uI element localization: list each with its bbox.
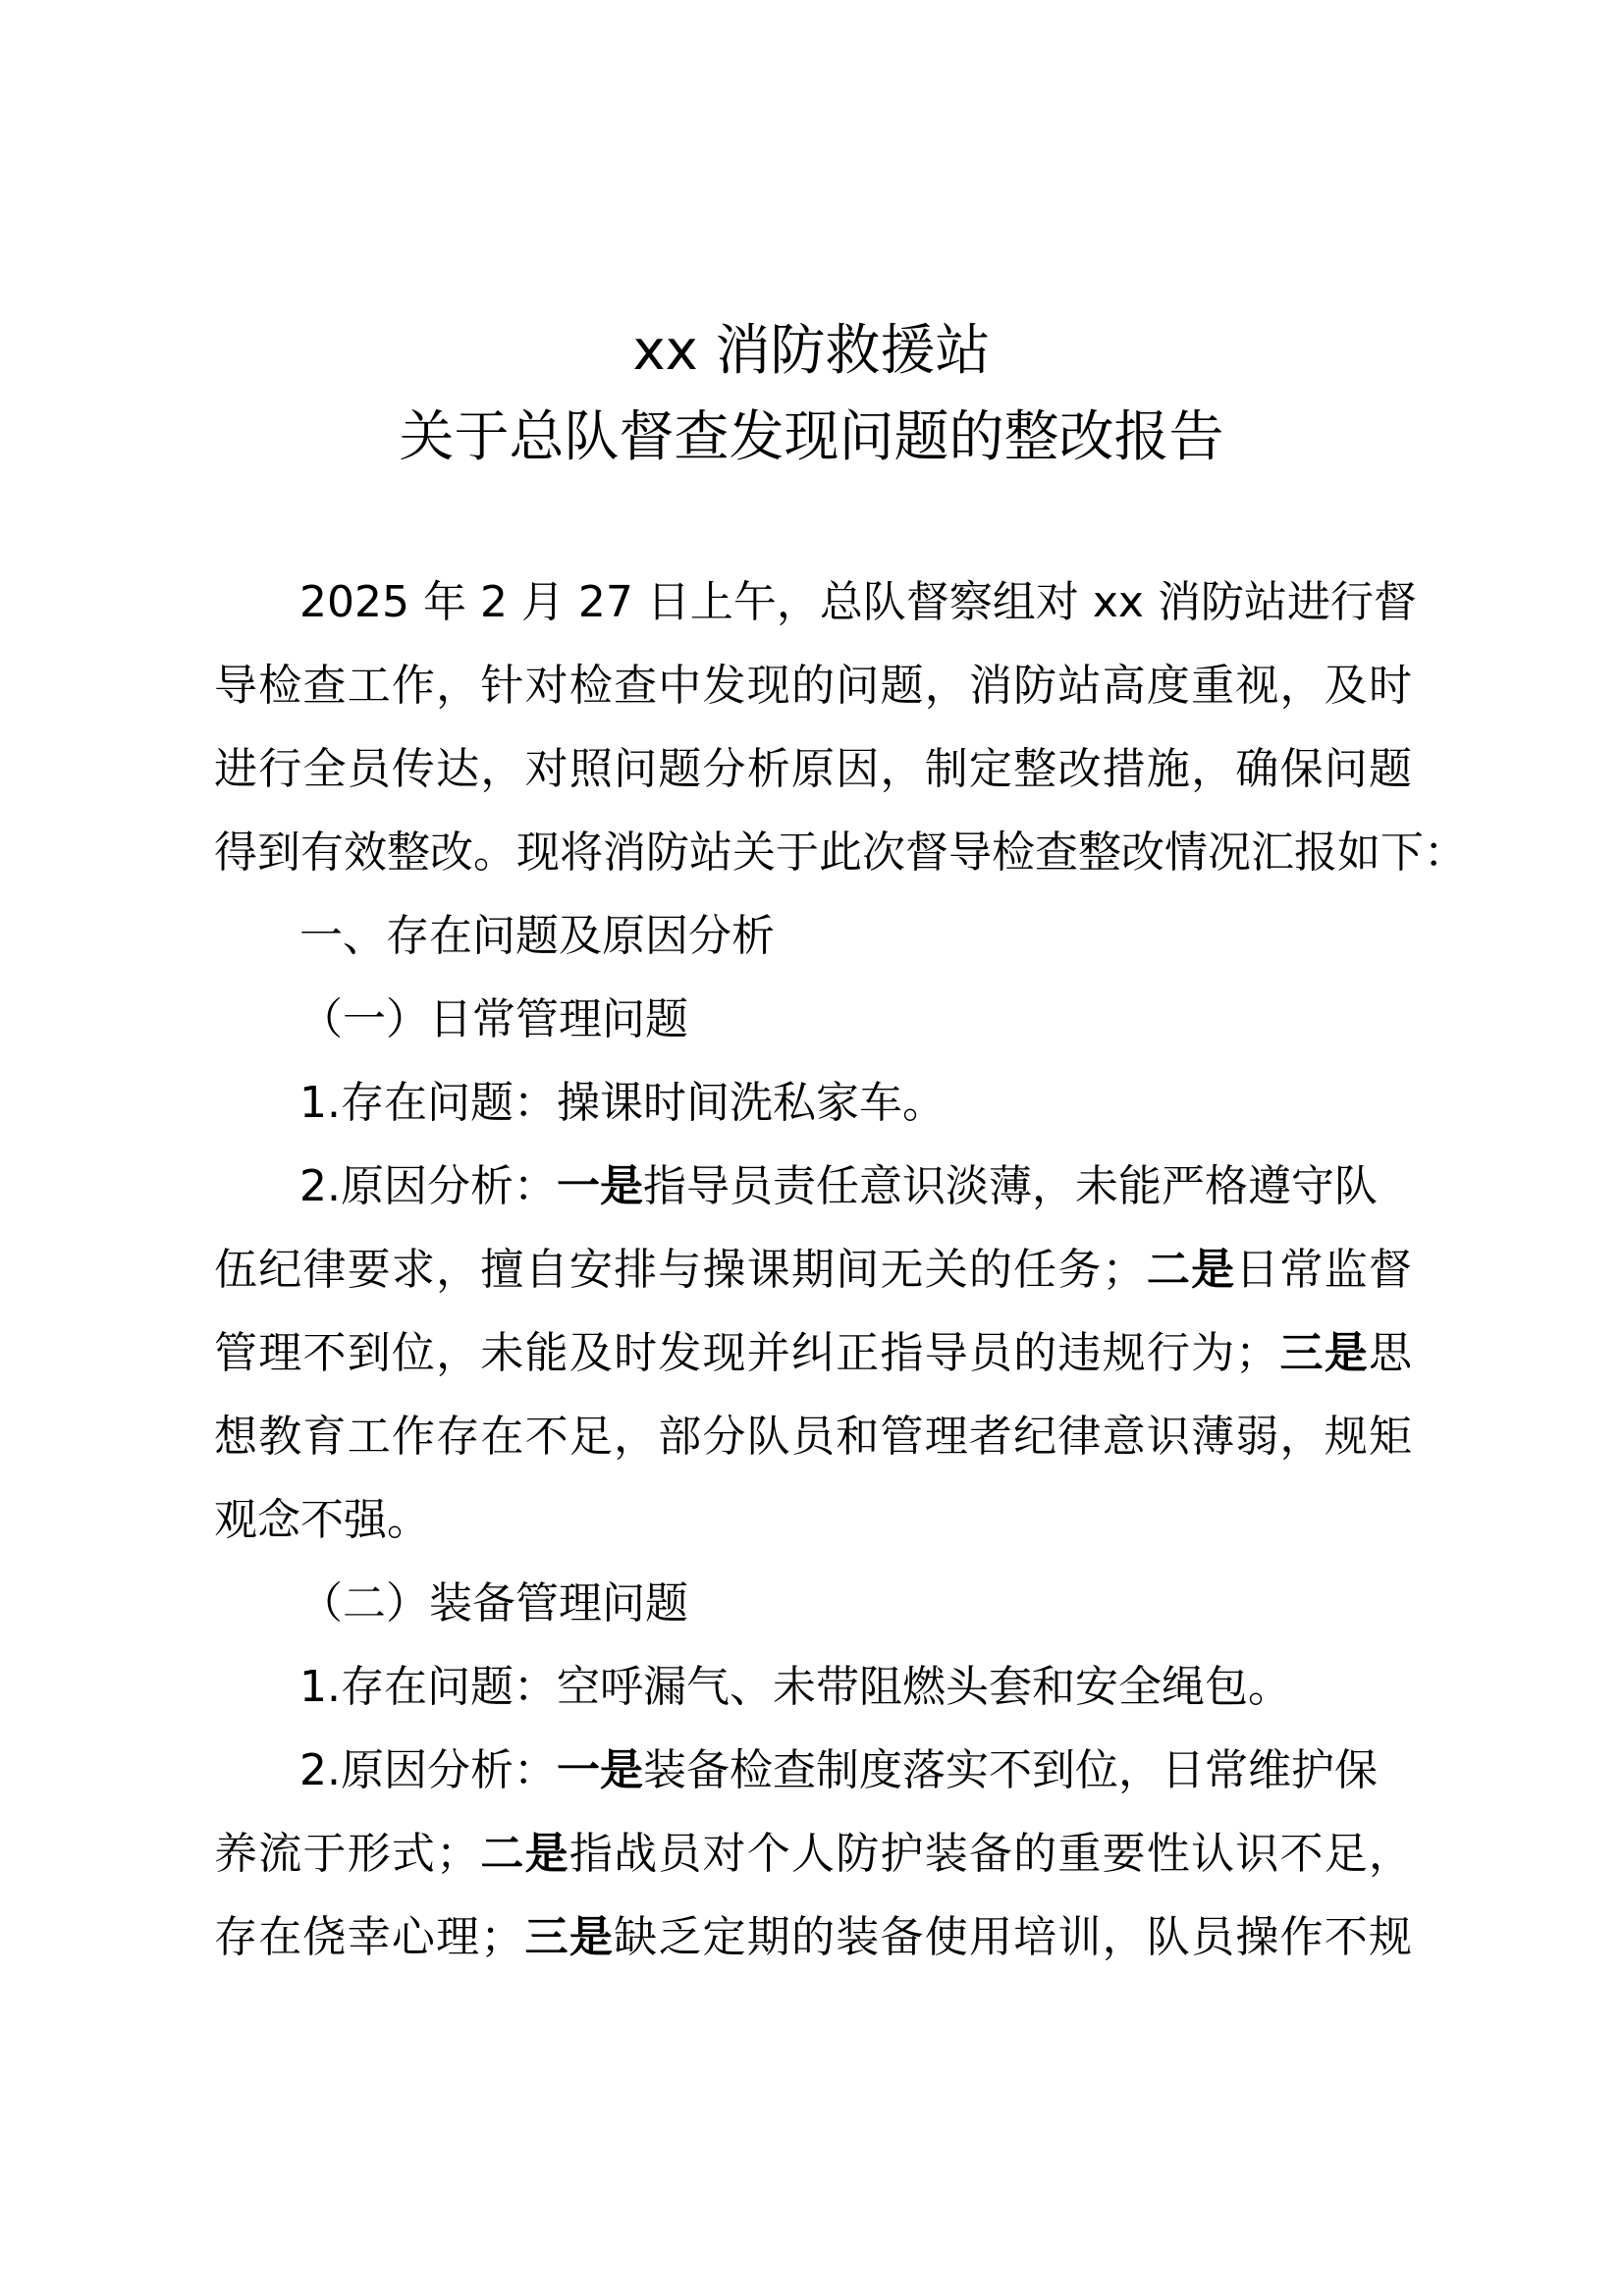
subsection-2-cause-line-3	[214, 1912, 1413, 1962]
document-title-line-1: xx 消防救援站	[632, 319, 991, 383]
intro-line-3: 进行全员传达，对照问题分析原因，制定整改措施，确保问题	[214, 744, 1412, 794]
section-1-heading: 一、存在问题及原因分析	[299, 911, 775, 961]
point-label-3: 三是	[523, 1912, 615, 1962]
intro-line-4: 得到有效整改。现将消防站关于此次督导检查整改情况汇报如下：	[214, 828, 1467, 878]
intro-line-2: 导检查工作，针对检查中发现的问题，消防站高度重视，及时	[214, 661, 1412, 711]
subsection-1-cause-line-2	[214, 1245, 1413, 1295]
point-label-3: 三是	[1278, 1328, 1370, 1378]
cause-text: 指导员责任意识淡薄，未能严格遵守队	[642, 1161, 1378, 1211]
cause-text: 思	[1369, 1328, 1413, 1378]
cause-label: 2.原因分析：	[299, 1161, 557, 1211]
point-label-2: 二是	[479, 1829, 569, 1879]
cause-text: 指战员对个人防护装备的重要性认识不足，	[568, 1829, 1413, 1879]
point-label-2: 二是	[1145, 1245, 1236, 1295]
subsection-1-cause-line-4: 想教育工作存在不足，部分队员和管理者纪律意识薄弱，规矩	[214, 1412, 1412, 1462]
cause-text: 装备检查制度落实不到位，日常维护保	[642, 1745, 1378, 1795]
subsection-1-heading: （一）日常管理问题	[299, 994, 688, 1044]
cause-text: 伍纪律要求，擅自安排与操课期间无关的任务；	[214, 1245, 1146, 1295]
cause-text: 养流于形式；	[214, 1829, 480, 1879]
subsection-2-problem: 1.存在问题：空呼漏气、未带阻燃头套和安全绳包。	[299, 1662, 1291, 1712]
subsection-2-heading: （二）装备管理问题	[299, 1578, 688, 1629]
subsection-1-cause-line-1	[299, 1161, 1497, 1211]
intro-line-1: 2025 年 2 月 27 日上午，总队督察组对 xx 消防站进行督	[299, 577, 1417, 627]
cause-text: 日常监督	[1235, 1245, 1413, 1295]
cause-label: 2.原因分析：	[299, 1745, 557, 1795]
subsection-2-cause-line-2	[214, 1829, 1413, 1879]
subsection-1-cause-line-3	[214, 1328, 1413, 1378]
point-label-1: 一是	[556, 1161, 643, 1211]
subsection-2-cause-line-1	[299, 1745, 1497, 1795]
point-label-1: 一是	[556, 1745, 643, 1795]
document-title-line-2: 关于总队督查发现问题的整改报告	[399, 405, 1224, 469]
subsection-1-problem: 1.存在问题：操课时间洗私家车。	[299, 1078, 946, 1128]
cause-text: 存在侥幸心理；	[214, 1912, 524, 1962]
cause-text: 管理不到位，未能及时发现并纠正指导员的违规行为；	[214, 1328, 1279, 1378]
subsection-1-cause-line-5: 观念不强。	[214, 1495, 430, 1545]
cause-text: 缺乏定期的装备使用培训，队员操作不规	[614, 1912, 1413, 1962]
